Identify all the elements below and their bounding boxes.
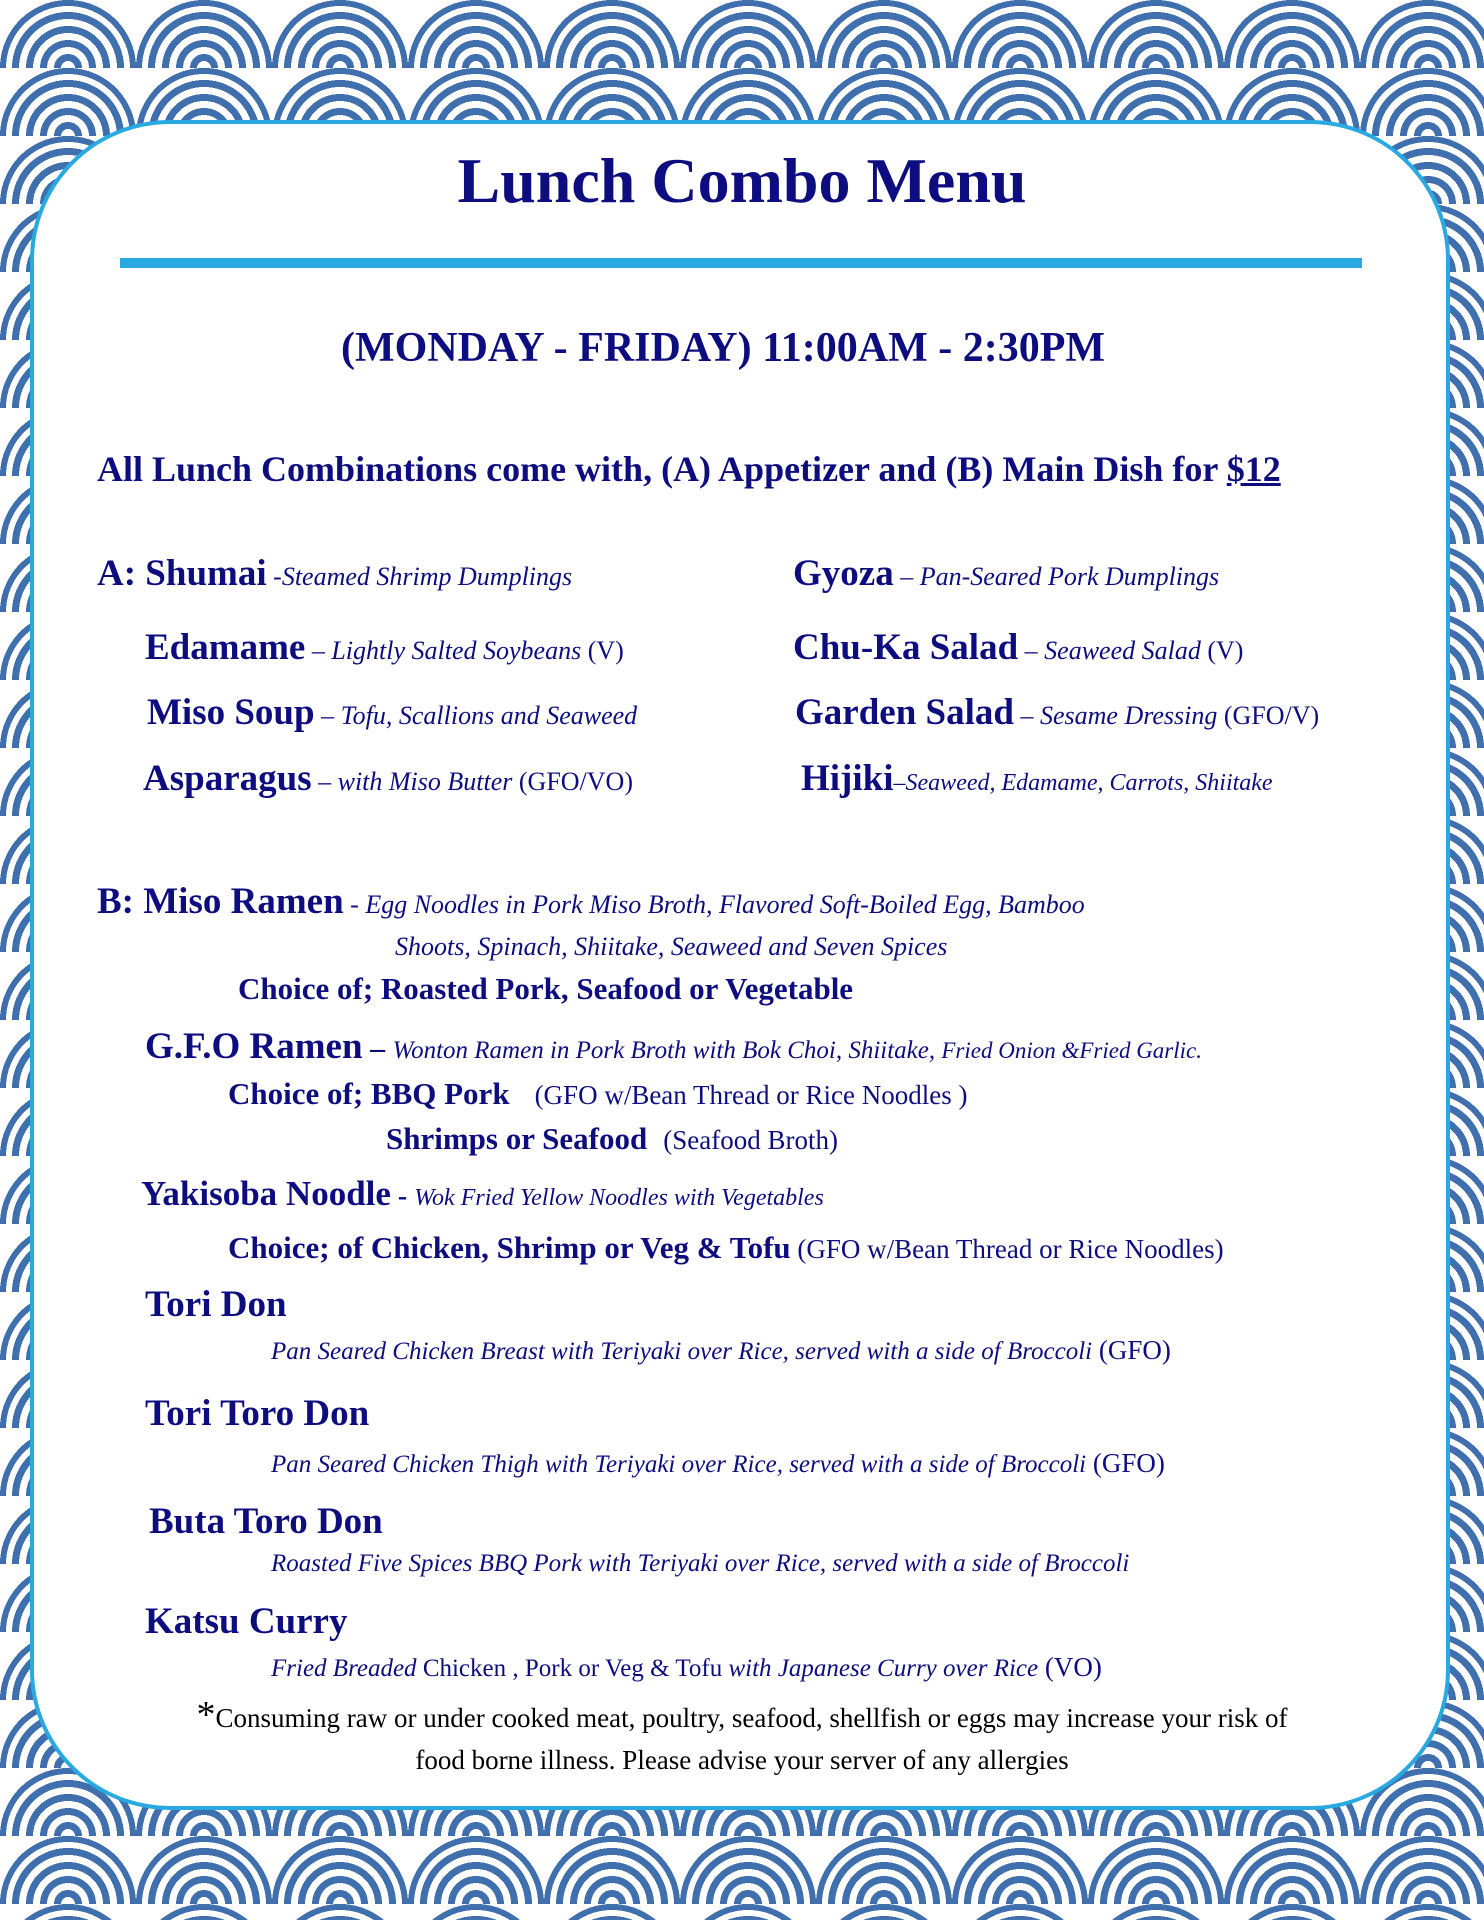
main-desc: Fried Breaded Chicken , Pork or Veg & Tofu with Japanese Curry over Rice (VO) [271,1652,1102,1682]
main-desc: Egg Noodles in Pork Miso Broth, Flavored Soft-Boiled Egg, Bamboo [365,890,1085,919]
main-desc-cont: Shoots, Spinach, Shiitake, Seaweed and Seven Spices [395,932,948,961]
appetizer-desc: Steamed Shrimp Dumplings [281,562,573,591]
main-choice: Shrimps or Seafood (Seafood Broth) [386,1121,838,1156]
price: $12 [1226,449,1281,489]
appetizer-garden-salad: Garden Salad – Sesame Dressing (GFO/V) [795,692,1320,733]
appetizer-chuka-salad: Chu-Ka Salad – Seaweed Salad (V) [793,627,1244,668]
section-b-prefix: B: [97,881,144,922]
main-name: Yakisoba Noodle [141,1174,391,1213]
main-choice: Choice of; Roasted Pork, Seafood or Vegetable [238,971,854,1006]
disclaimer-line-1: *Consuming raw or under cooked meat, poultry, seafood, shellfish or eggs may increase your risk of [196,1694,1288,1736]
main-name: G.F.O Ramen [145,1026,363,1067]
diet-tag: (V) [581,636,624,665]
diet-tag: (VO) [1038,1652,1102,1682]
appetizer-name: Gyoza [793,553,894,594]
title-divider [120,258,1362,268]
appetizer-shumai: A: Shumai -Steamed Shrimp Dumplings [97,553,573,594]
intro-line [97,448,1281,490]
choice-note: (GFO w/Bean Thread or Rice Noodles ) [534,1080,968,1110]
intro-text: All Lunch Combinations come with, (A) Appetizer and (B) Main Dish for [97,449,1227,489]
appetizer-hijiki: Hijiki–Seaweed, Edamame, Carrots, Shiitake [801,758,1273,799]
main-choice: Choice; of Chicken, Shrimp or Veg & Tofu (GFO w/Bean Thread or Rice Noodles) [228,1230,1224,1265]
diet-tag: (GFO/V) [1217,701,1320,730]
main-desc: Wok Fried Yellow Noodles with Vegetables [414,1185,824,1211]
appetizer-name: Miso Soup [147,692,315,733]
section-a-prefix: A: [97,553,146,594]
disclaimer-line-2: food borne illness. Please advise your server of any allergies [415,1745,1069,1775]
choice-note: (Seafood Broth) [663,1125,838,1155]
diet-tag: (GFO) [1092,1335,1171,1365]
appetizer-desc: with Miso Butter [337,767,513,796]
appetizer-edamame: Edamame – Lightly Salted Soybeans (V) [145,627,624,668]
appetizer-name: Shumai [145,553,267,594]
appetizer-desc: Seaweed, Edamame, Carrots, Shiitake [905,770,1273,796]
appetizer-desc: Lightly Salted Soybeans [331,636,582,665]
appetizer-desc: Sesame Dressing [1039,701,1218,730]
appetizer-desc: Pan-Seared Pork Dumplings [919,562,1220,591]
main-gfo-ramen: G.F.O Ramen – Wonton Ramen in Pork Broth with Bok Choi, Shiitake, Fried Onion &Fried Garlic. [145,1026,1202,1067]
main-name: Tori Don [145,1284,287,1325]
main-desc: Wonton Ramen in Pork Broth with Bok Choi, Shiitake, [392,1037,942,1064]
main-choice: Choice of; BBQ Pork (GFO w/Bean Thread or Rice Noodles ) [228,1076,968,1111]
appetizer-gyoza: Gyoza – Pan-Seared Pork Dumplings [793,553,1220,594]
appetizer-desc: Tofu, Scallions and Seaweed [340,701,638,730]
appetizer-name: Chu-Ka Salad [793,627,1019,668]
main-yakisoba: Yakisoba Noodle - Wok Fried Yellow Noodles with Vegetables [141,1174,824,1213]
appetizer-name: Edamame [145,627,306,668]
appetizer-name: Asparagus [143,758,312,799]
appetizer-name: Garden Salad [795,692,1014,733]
main-desc: Roasted Five Spices BBQ Pork with Teriyaki over Rice, served with a side of Broccoli [271,1550,1130,1577]
main-name: Tori Toro Don [145,1393,370,1434]
appetizer-asparagus: Asparagus – with Miso Butter (GFO/VO) [143,758,633,799]
hours-line: (MONDAY - FRIDAY) 11:00AM - 2:30PM [340,325,1106,371]
page-title: Lunch Combo Menu [457,145,1027,216]
main-name: Buta Toro Don [149,1501,383,1542]
main-desc: Pan Seared Chicken Breast with Teriyaki over Rice, served with a side of Broccoli (GFO) [271,1335,1171,1365]
asterisk: * [196,1694,216,1736]
diet-tag: (GFO) [1086,1448,1165,1478]
appetizer-name: Hijiki [801,758,894,799]
diet-tag: (GFO/VO) [512,767,633,796]
main-name: Miso Ramen [143,881,344,922]
main-name: Katsu Curry [145,1601,348,1642]
choice-note: (GFO w/Bean Thread or Rice Noodles) [790,1234,1224,1264]
appetizer-miso-soup: Miso Soup – Tofu, Scallions and Seaweed [147,692,638,733]
diet-tag: (V) [1200,636,1244,665]
main-miso-ramen: B: Miso Ramen - Egg Noodles in Pork Miso Broth, Flavored Soft-Boiled Egg, Bamboo [97,881,1085,922]
main-desc: Pan Seared Chicken Thigh with Teriyaki over Rice, served with a side of Broccoli (GFO) [271,1448,1165,1478]
appetizer-desc: Seaweed Salad [1044,636,1201,665]
